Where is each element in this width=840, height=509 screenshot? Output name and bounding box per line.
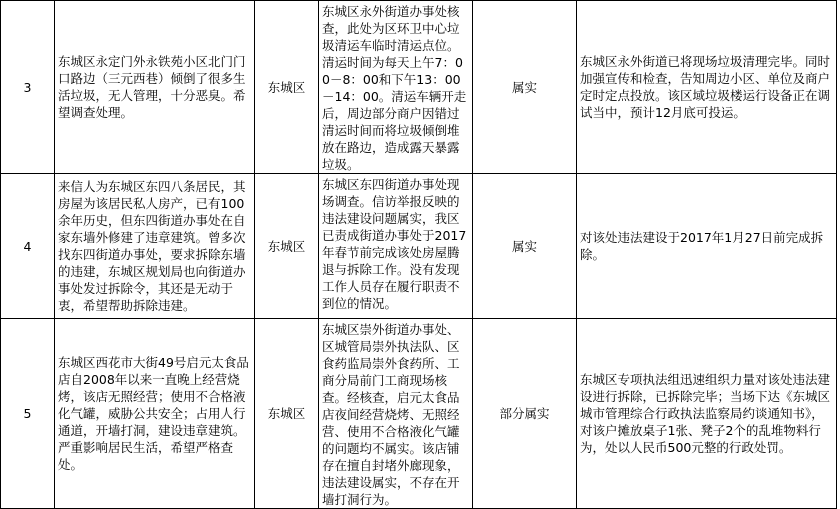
- row-number: 4: [1, 174, 55, 319]
- finding-cell: 属实: [473, 174, 577, 319]
- result-text: 对该处违法建设于2017年1月27日前完成拆除。: [577, 174, 837, 319]
- finding-cell: 属实: [473, 1, 577, 174]
- verification-text: 东城区东四街道办事处现场调查。信访举报反映的违法建设问题属实，我区已责成街道办事处于2017年春节前完成该处房屋腾退与拆除工作。没有发现工作人员存在履行职责不到位的情况。: [319, 174, 473, 319]
- district-cell: 东城区: [255, 174, 319, 319]
- row-number: 5: [1, 319, 55, 509]
- result-text: 东城区专项执法组迅速组织力量对该处违法建设进行拆除，已拆除完毕；当场下达《东城区城市管理综合行政执法监察局约谈通知书》，对该户摊放桌子1张、凳子2个的乱堆物料行为，处以人民币500元整的行政处罚。: [577, 319, 837, 509]
- result-text: 东城区永外街道已将现场垃圾清理完毕。同时加强宣传和检查，告知周边小区、单位及商户定时定点投放。该区域垃圾楼运行设备正在调试当中，预计12月底可投运。: [577, 1, 837, 174]
- complaint-text: 东城区西花市大街49号启元太食品店自2008年以来一直晚上经营烧烤，该店无照经营；使用不合格液化气罐，威胁公共安全；占用人行通道，开墙打洞，建设违章建筑。严重影响居民生活，希望严格查处。: [55, 319, 255, 509]
- row-number: 3: [1, 1, 55, 174]
- complaint-text: 东城区永定门外永铁苑小区北门门口路边（三元西巷）倾倒了很多生活垃圾，无人管理，十分恶臭。希望调查处理。: [55, 1, 255, 174]
- complaint-text: 来信人为东城区东四八条居民，其房屋为该居民私人房产，已有100余年历史，但东四街道办事处在自家东墙外修建了违章建筑。曾多次找东四街道办事处，要求拆除东墙的违建，东城区规划局也向街道办事处发过拆除令，其还是无动于衷，希望帮助拆除违建。: [55, 174, 255, 319]
- table-row: [1, 1, 837, 174]
- table-row: [1, 319, 837, 509]
- verification-text: 东城区永外街道办事处核查，此处为区环卫中心垃圾清运车临时清运点位。清运时间为每天上午7：00－8：00和下午13：00－14：00。清运车辆开走后，周边部分商户因错过清运时间而将垃圾倾倒堆放在路边，造成露天暴露垃圾。: [319, 1, 473, 174]
- district-cell: 东城区: [255, 1, 319, 174]
- finding-cell: 部分属实: [473, 319, 577, 509]
- district-cell: 东城区: [255, 319, 319, 509]
- verification-text: 东城区崇外街道办事处、区城管局崇外执法队、区食药监局崇外食药所、工商分局前门工商现场核查。经核查，启元太食品店夜间经营烧烤、无照经营、使用不合格液化气罐的问题均不属实。该店铺存在擅自封堵外廊现象，违法建设属实，不存在开墙打洞行为。: [319, 319, 473, 509]
- table-row: [1, 174, 837, 319]
